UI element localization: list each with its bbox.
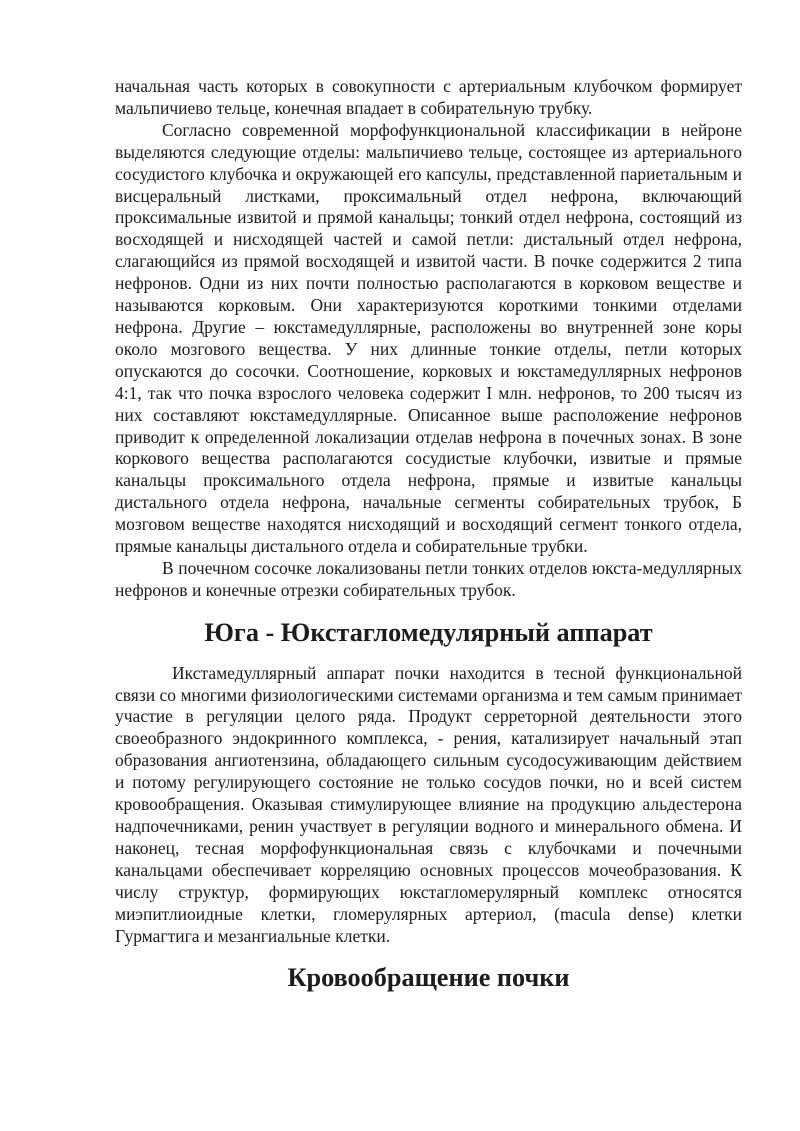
section-heading-blood-supply: Кровообращение почки <box>287 963 570 993</box>
paragraph-nephron-intro: начальная часть которых в совокупности с артериальным клубочком формирует мальпичиево тельце, конечная впадает в собирательную трубку. <box>115 76 742 118</box>
paragraph-nephron-classification: Согласно современной морфофункциональной классификации в нейроне выделяются следующие отделы: мальпичиево тельце, состоящее из артериального сосудистого клубочка и окружающей его капсулы, представленной париетальным и висцеральный листками, проксимальный отдел нефрона, включающий проксимальные извитой и прямой канальцы; тонкий отдел нефрона, состоящий из восходящей и нисходящей частей и самой петли: дистальный отдел нефрона, слагающийся из прямой восходящей и извитой части. В почке содержится 2 типа нефронов. Одни из них почти полностью располагаются в корковом веществе и называются корковым. Они характеризуются короткими тонкими отделами нефрона. Другие – юкстамедуллярные, расположены во внутренней зоне коры около мозгового вещества. У них длинные тонкие отделы, петли которых опускаются до сосочки. Соотношение, корковых и юкстамедуллярных нефронов 4:1, так что почка взрослого человека содержит I млн. нефронов, то 200 тысяч из них составляют юкстамедуллярные. Описанное выше расположение нефронов приводит к определенной локализации отделав нефрона в почечных зонах. В зоне коркового вещества располагаются сосудистые клубочки, извитые и прямые канальцы проксимального отдела нефрона, прямые и извитые канальцы дистального отдела нефрона, начальные сегменты собирательных трубок, Б мозговом веществе находятся нисходящий и восходящий сегмент тонкого отдела, прямые канальцы дистального отдела и собирательные трубки. <box>115 119 742 557</box>
document-page <box>115 76 742 993</box>
section-heading-juxtaglomerular: Юга - Юкстагломедулярный аппарат <box>204 617 653 647</box>
paragraph-renal-papilla: В почечном сосочке локализованы петли тонких отделов юкста-медуллярных нефронов и конечные отрезки собирательных трубок. <box>115 557 742 600</box>
paragraph-juxtaglomerular: Икстамедуллярный аппарат почки находится в тесной функциональной связи со многими физиологическими системами организма и тем самым принимает участие в регуляции целого ряда. Продукт серреторной деятельности этого своеобразного эндокринного комплекса, - рения, катализирует начальный этап образования ангиотензина, обладающего сильным сусодосуживающим действием и потому регулирующего состояние не только сосудов почки, но и всей систем кровообращения. Оказывая стимулирующее влияние на продукцию альдестерона надпочечниками, ренин участвует в регуляции водного и минерального обмена. И наконец, тесная морфофункциональная связь с клубочками и почечными канальцами обеспечивает корреляцию основных процессов мочеобразования. К числу структур, формирующих юкстагломерулярный комплекс относятся миэпитлиоидные клетки, гломерулярных артериол, (macula dense) клетки Гурмагтига и мезангиальные клетки. <box>115 662 742 946</box>
